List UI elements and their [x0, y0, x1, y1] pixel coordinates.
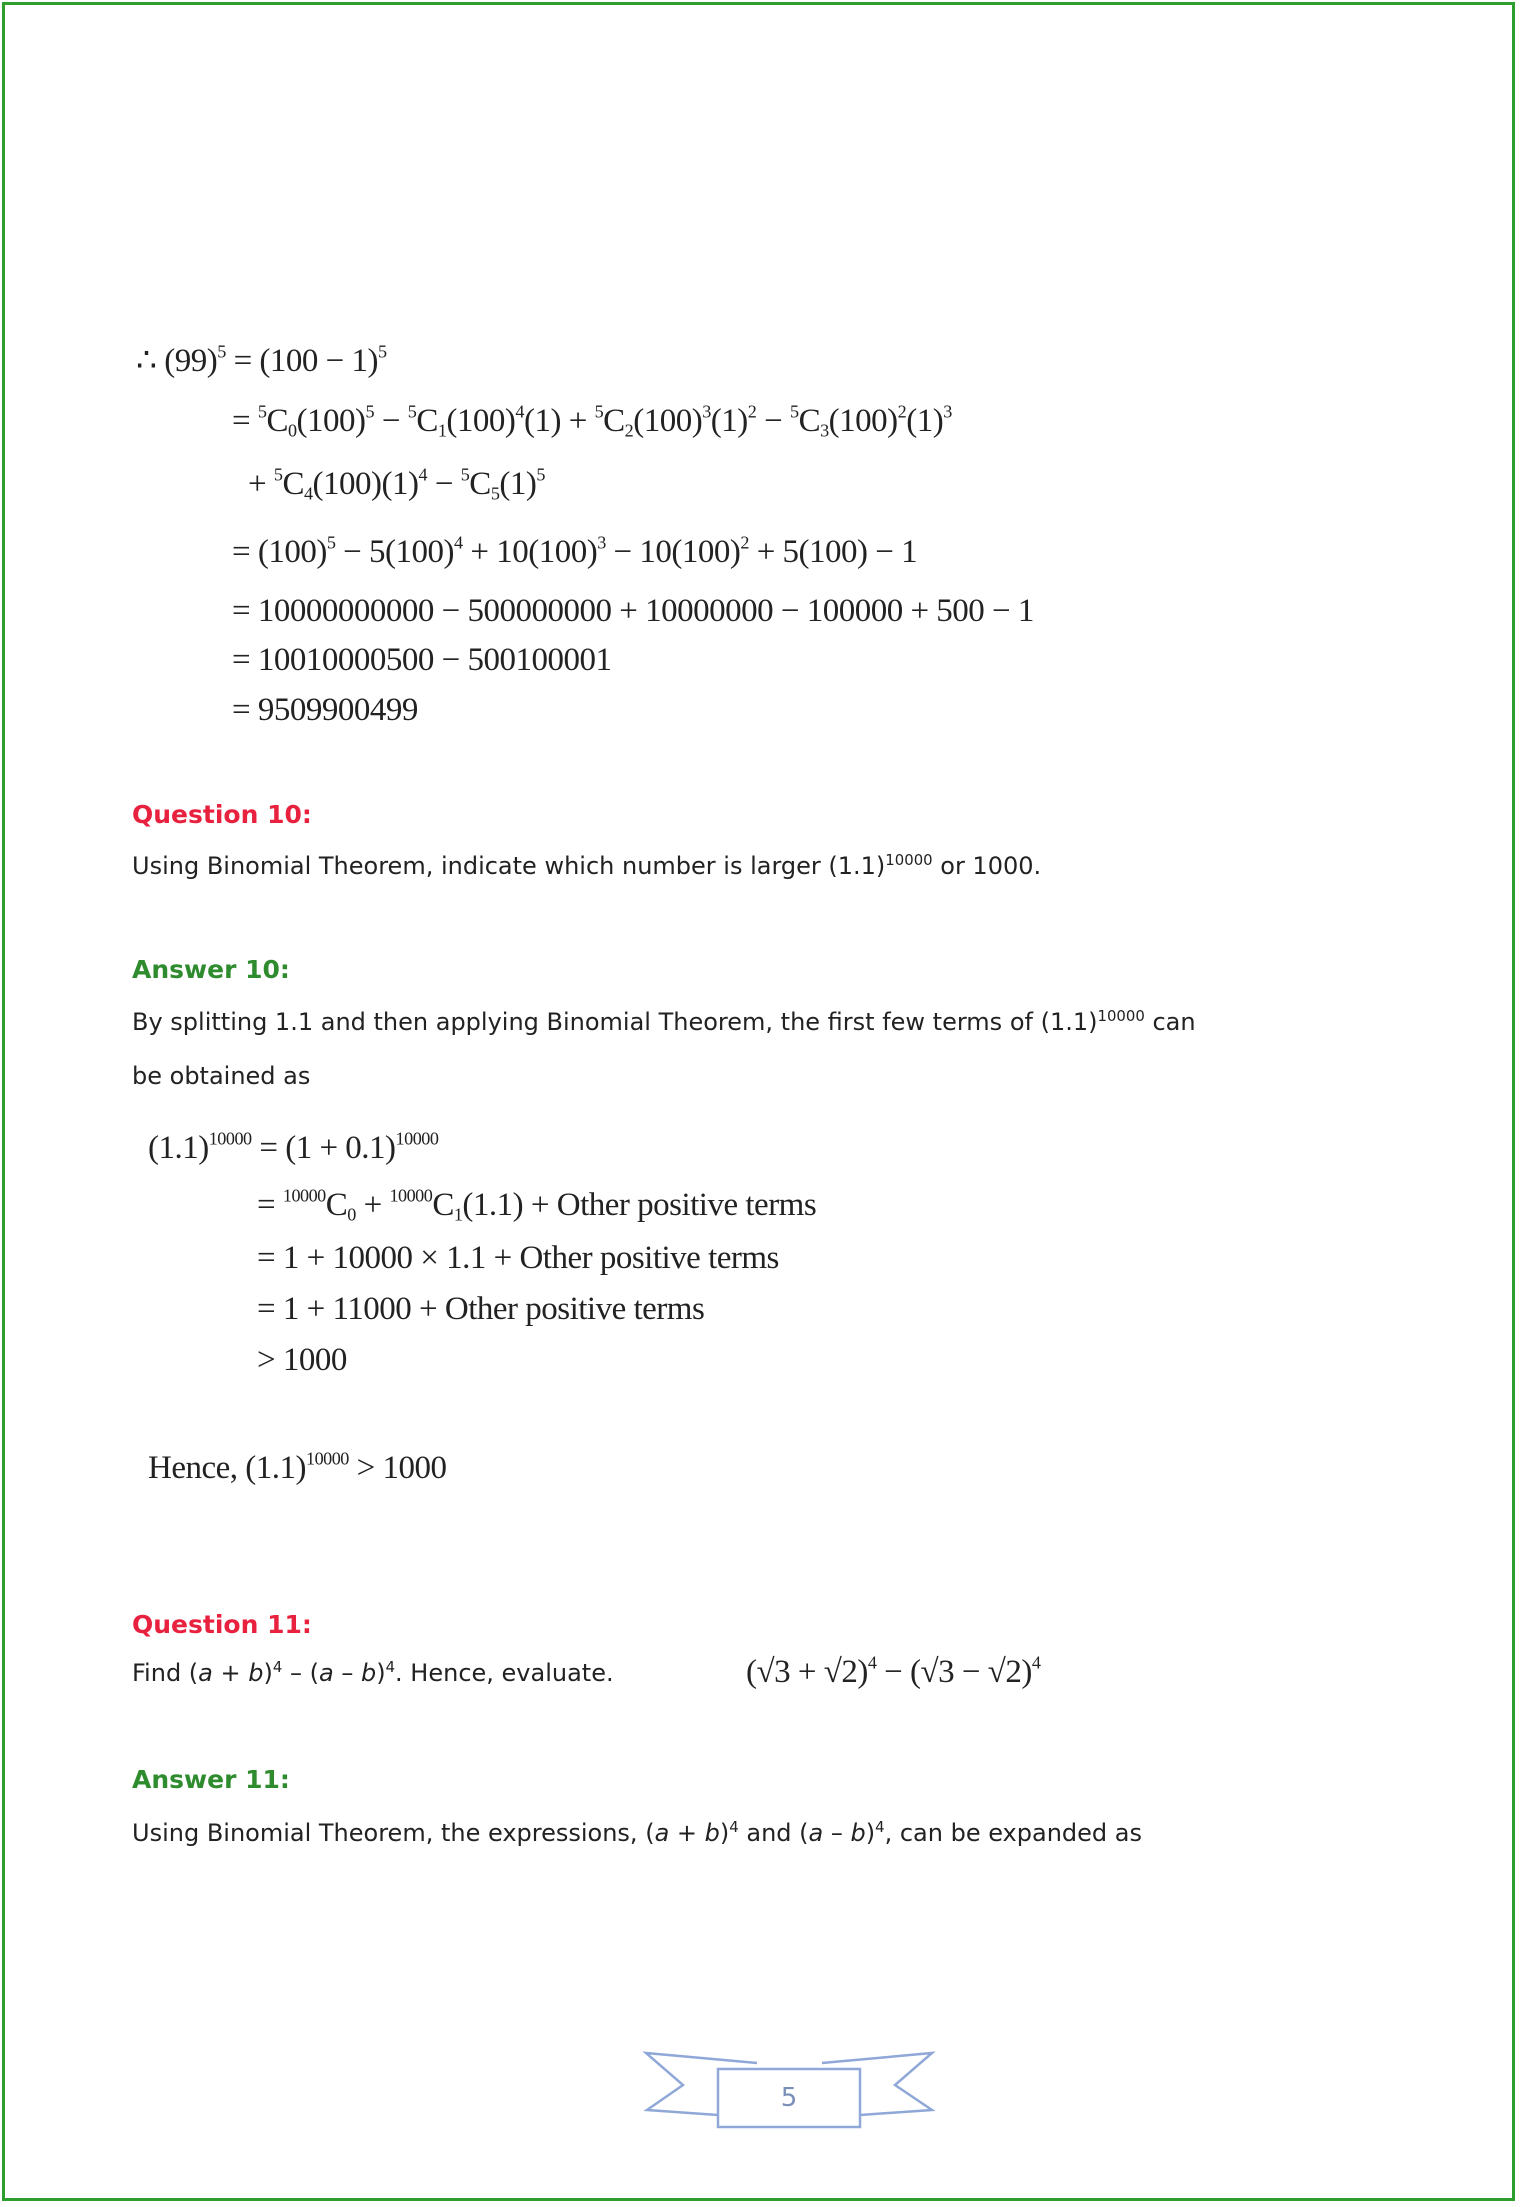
text-run: − [756, 403, 790, 439]
text-run: (100) [446, 403, 516, 439]
text-run: C [416, 403, 438, 439]
text-run: − [374, 403, 408, 439]
superscript: 4 [875, 1818, 885, 1837]
text-run: + [669, 1819, 705, 1847]
text-run: (√3 + √2) [746, 1654, 868, 1690]
superscript: 5 [407, 401, 417, 422]
superscript: 5 [257, 401, 267, 422]
superscript: 10000 [208, 1128, 252, 1149]
math-line [257, 1240, 779, 1277]
answer-10-text [132, 1062, 310, 1090]
superscript: 5 [536, 464, 545, 485]
italic-variable: a [808, 1819, 824, 1847]
subscript: 2 [624, 420, 634, 441]
superscript: 10000 [389, 1185, 433, 1206]
text-run: (100) [828, 403, 898, 439]
text-run: = (100) [232, 534, 327, 570]
text-run: (100) [296, 403, 366, 439]
text-run: Find ( [132, 1659, 199, 1687]
text-run: C [325, 1187, 348, 1223]
text-run: – [823, 1819, 851, 1847]
superscript: 5 [365, 401, 375, 422]
text-run: (1) [710, 403, 748, 439]
superscript: 4 [1031, 1652, 1041, 1673]
text-run: = 10010000500 − 500100001 [232, 642, 612, 678]
math-line [136, 340, 387, 380]
text-run: − 5(100) [335, 534, 455, 570]
page-number: 5 [780, 2083, 798, 2113]
text-run: = 1 + 11000 + Other positive terms [257, 1291, 705, 1327]
superscript: 4 [385, 1658, 396, 1677]
italic-variable: a [654, 1819, 670, 1847]
text-run: Using Binomial Theorem, the expressions, ( [132, 1819, 655, 1847]
math-line [248, 466, 545, 503]
answer-11-text [132, 1819, 1142, 1847]
superscript: 2 [740, 532, 749, 553]
subscript: 0 [287, 420, 297, 441]
math-line [148, 1130, 438, 1167]
text-run: be obtained as [132, 1062, 311, 1090]
question-11-expression [746, 1654, 1040, 1691]
question-11-label: Question 11: [132, 1610, 312, 1639]
text-run: or 1000. [932, 852, 1042, 880]
text-run: – [333, 1659, 361, 1687]
text-run: (100)(1) [312, 466, 419, 502]
subscript: 4 [303, 483, 313, 504]
text-run: = 1 + 10000 × 1.1 + Other positive terms [257, 1240, 779, 1276]
superscript: 10000 [306, 1448, 349, 1469]
text-run: C [432, 1187, 454, 1223]
italic-variable: b [360, 1659, 377, 1687]
text-run: = [257, 1187, 283, 1223]
text-run: > 1000 [257, 1342, 347, 1378]
text-run: C [266, 403, 288, 439]
text-run: Using Binomial Theorem, indicate which number is larger (1.1) [132, 852, 886, 880]
superscript: 10000 [395, 1128, 439, 1149]
italic-variable: a [198, 1659, 213, 1687]
text-run: can [1144, 1008, 1196, 1036]
text-run: = [232, 403, 258, 439]
subscript: 0 [347, 1204, 356, 1225]
text-run: > 1000 [348, 1450, 447, 1486]
subscript: 3 [820, 420, 829, 441]
text-run: By splitting 1.1 and then applying Binomial Theorem, the first few terms of (1.1) [132, 1008, 1098, 1036]
text-run: C [603, 403, 625, 439]
text-run: + 10(100) [462, 534, 598, 570]
conclusion-line [148, 1450, 447, 1487]
math-line [257, 1342, 347, 1379]
superscript: 5 [217, 341, 226, 362]
math-line [232, 593, 1034, 630]
answer-11-label: Answer 11: [132, 1765, 290, 1794]
superscript: 4 [454, 532, 463, 553]
superscript: 4 [867, 1652, 877, 1673]
text-run: C [282, 466, 304, 502]
superscript: 2 [897, 401, 907, 422]
math-line [257, 1291, 704, 1328]
superscript: 4 [515, 401, 524, 422]
text-run: (1) + [523, 403, 595, 439]
subscript: 5 [490, 483, 500, 504]
text-run: − [427, 466, 461, 502]
answer-10-text [132, 1008, 1196, 1036]
text-run: C [469, 466, 491, 502]
answer-10-label: Answer 10: [132, 955, 290, 984]
superscript: 5 [273, 464, 283, 485]
text-run: , can be expanded as [884, 1819, 1142, 1847]
text-run: ) [376, 1659, 386, 1687]
text-run: − 10(100) [605, 534, 741, 570]
italic-variable: b [850, 1819, 866, 1847]
text-run: + [212, 1659, 249, 1687]
italic-variable: a [318, 1659, 334, 1687]
text-run: = (1 + 0.1) [251, 1130, 396, 1166]
text-run: – ( [282, 1659, 319, 1687]
text-run: ) [719, 1819, 730, 1847]
text-run: = 9509900499 [232, 692, 418, 728]
subscript: 1 [437, 420, 447, 441]
math-line [257, 1187, 816, 1224]
superscript: 5 [594, 401, 604, 422]
text-run: = (100 − 1) [225, 343, 379, 379]
text-run: − (√3 − √2) [876, 1654, 1032, 1690]
question-10-text [132, 852, 1041, 880]
superscript: 5 [378, 341, 387, 362]
superscript: 4 [418, 464, 428, 485]
text-run: and ( [738, 1819, 809, 1847]
superscript: 3 [597, 532, 606, 553]
superscript: 5 [326, 532, 336, 553]
superscript: 10000 [282, 1185, 326, 1206]
superscript: 5 [789, 401, 799, 422]
math-line [232, 403, 952, 440]
text-run: (1.1) + Other positive terms [462, 1187, 817, 1223]
text-run: + 5(100) − 1 [748, 534, 918, 570]
text-run: Hence, (1.1) [148, 1450, 307, 1486]
math-line [232, 534, 917, 571]
question-10-label: Question 10: [132, 800, 312, 829]
text-run: ∴ (99) [136, 343, 218, 379]
math-line [232, 642, 611, 679]
superscript: 3 [702, 401, 711, 422]
superscript: 4 [729, 1818, 739, 1837]
text-run: = 10000000000 − 500000000 + 10000000 − 100000 + 500 − 1 [232, 593, 1034, 629]
text-run: (100) [633, 403, 703, 439]
text-run: (1.1) [148, 1130, 209, 1166]
italic-variable: b [248, 1659, 264, 1687]
italic-variable: b [704, 1819, 720, 1847]
page-border [2, 2, 1515, 2201]
text-run: C [798, 403, 821, 439]
text-run: ) [263, 1659, 273, 1687]
superscript: 4 [272, 1658, 283, 1677]
text-run: . Hence, evaluate. [395, 1659, 614, 1687]
question-11-text [132, 1659, 614, 1687]
text-run: + [248, 466, 274, 502]
text-run: + [355, 1187, 390, 1223]
math-line [232, 692, 418, 729]
text-run: (1) [906, 403, 944, 439]
superscript: 3 [943, 401, 952, 422]
superscript: 5 [460, 464, 470, 485]
text-run: ) [865, 1819, 876, 1847]
superscript: 2 [747, 401, 757, 422]
text-run: (1) [499, 466, 537, 502]
subscript: 1 [453, 1204, 463, 1225]
superscript: 10000 [885, 851, 933, 870]
superscript: 10000 [1097, 1007, 1145, 1026]
